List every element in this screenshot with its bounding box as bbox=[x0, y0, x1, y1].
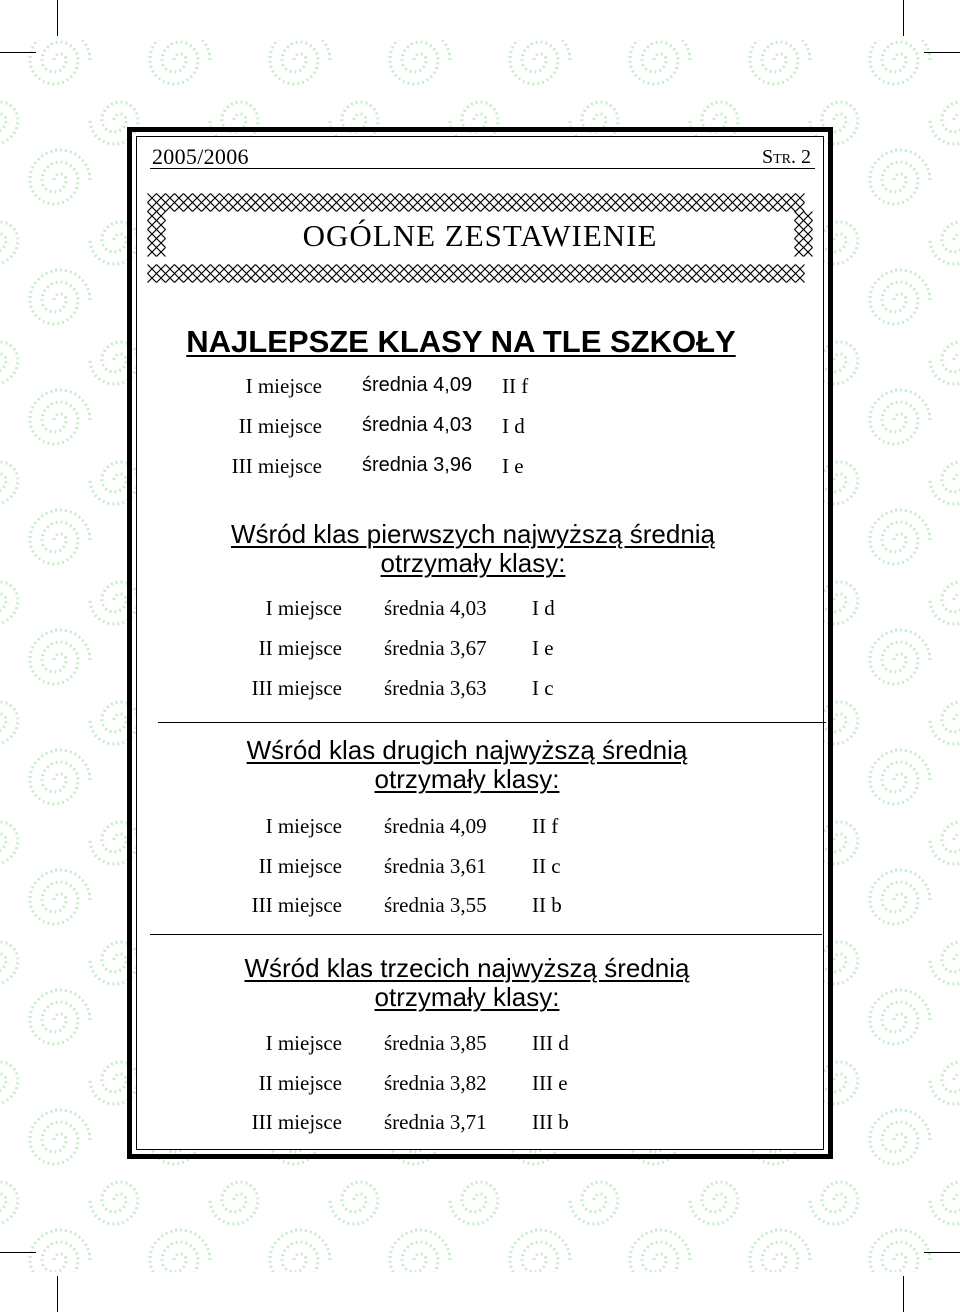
heading-line-2: otrzymały klasy: bbox=[374, 982, 560, 1013]
average-value: średnia 3,96 bbox=[362, 454, 473, 476]
crop-mark-bottom-left-h bbox=[0, 1252, 36, 1253]
heading-line-2: otrzymały klasy: bbox=[380, 548, 566, 579]
place-label: II miejsce bbox=[238, 414, 322, 438]
heading-line-2: otrzymały klasy: bbox=[374, 764, 560, 795]
place-label: III miejsce bbox=[231, 454, 322, 478]
average-value: średnia 3,61 bbox=[384, 854, 487, 878]
header-year: 2005/2006 bbox=[152, 144, 249, 169]
class-name: I c bbox=[532, 676, 554, 700]
title-box bbox=[146, 192, 814, 284]
section-divider bbox=[158, 722, 826, 723]
class-name: III d bbox=[532, 1031, 569, 1055]
average-value: średnia 4,03 bbox=[362, 414, 473, 436]
average-value: średnia 3,82 bbox=[384, 1071, 487, 1095]
class-name: I d bbox=[502, 414, 525, 438]
class-name: II c bbox=[532, 854, 561, 878]
crop-mark-top-left-v bbox=[57, 0, 58, 36]
place-label: I miejsce bbox=[265, 814, 342, 838]
running-header bbox=[150, 140, 815, 169]
place-label: II miejsce bbox=[258, 636, 342, 660]
crop-mark-bottom-right-h bbox=[924, 1252, 960, 1253]
crop-mark-top-right-v bbox=[903, 0, 904, 36]
average-value: średnia 3,71 bbox=[384, 1110, 487, 1134]
main-heading: NAJLEPSZE KLASY NA TLE SZKOŁY bbox=[186, 324, 736, 359]
class-name: II f bbox=[502, 374, 529, 398]
average-value: średnia 4,09 bbox=[384, 814, 487, 838]
section-second-classes-heading bbox=[150, 736, 784, 794]
average-value: średnia 4,09 bbox=[362, 374, 473, 396]
average-value: średnia 3,85 bbox=[384, 1031, 487, 1055]
section-first-classes-heading bbox=[150, 520, 796, 578]
place-label: II miejsce bbox=[258, 854, 342, 878]
class-name: II f bbox=[532, 814, 559, 838]
place-label: I miejsce bbox=[265, 1031, 342, 1055]
heading-line-1: Wśród klas pierwszych najwyższą średnią bbox=[230, 519, 716, 549]
heading-line-1: Wśród klas drugich najwyższą średnią bbox=[246, 735, 688, 765]
class-name: III e bbox=[532, 1071, 568, 1095]
crop-mark-bottom-right-v bbox=[903, 1276, 904, 1312]
average-value: średnia 4,03 bbox=[384, 596, 487, 620]
class-name: I d bbox=[532, 596, 555, 620]
class-name: I e bbox=[532, 636, 554, 660]
header-page-number: Str. 2 bbox=[761, 146, 811, 168]
average-value: średnia 3,55 bbox=[384, 893, 487, 917]
crop-mark-top-right-h bbox=[924, 52, 960, 53]
page-title: OGÓLNE ZESTAWIENIE bbox=[302, 218, 658, 253]
place-label: I miejsce bbox=[265, 596, 342, 620]
class-name: III b bbox=[532, 1110, 569, 1134]
heading-line-1: Wśród klas trzecich najwyższą średnią bbox=[244, 953, 690, 983]
crop-mark-top-left-h bbox=[0, 52, 36, 53]
average-value: średnia 3,63 bbox=[384, 676, 487, 700]
section-third-classes-heading bbox=[150, 954, 784, 1012]
section-divider bbox=[150, 934, 822, 935]
place-label: II miejsce bbox=[258, 1071, 342, 1095]
place-label: III miejsce bbox=[251, 893, 342, 917]
crop-mark-bottom-left-v bbox=[57, 1276, 58, 1312]
class-name: II b bbox=[532, 893, 562, 917]
place-label: I miejsce bbox=[245, 374, 322, 398]
class-name: I e bbox=[502, 454, 524, 478]
place-label: III miejsce bbox=[251, 1110, 342, 1134]
place-label: III miejsce bbox=[251, 676, 342, 700]
average-value: średnia 3,67 bbox=[384, 636, 487, 660]
